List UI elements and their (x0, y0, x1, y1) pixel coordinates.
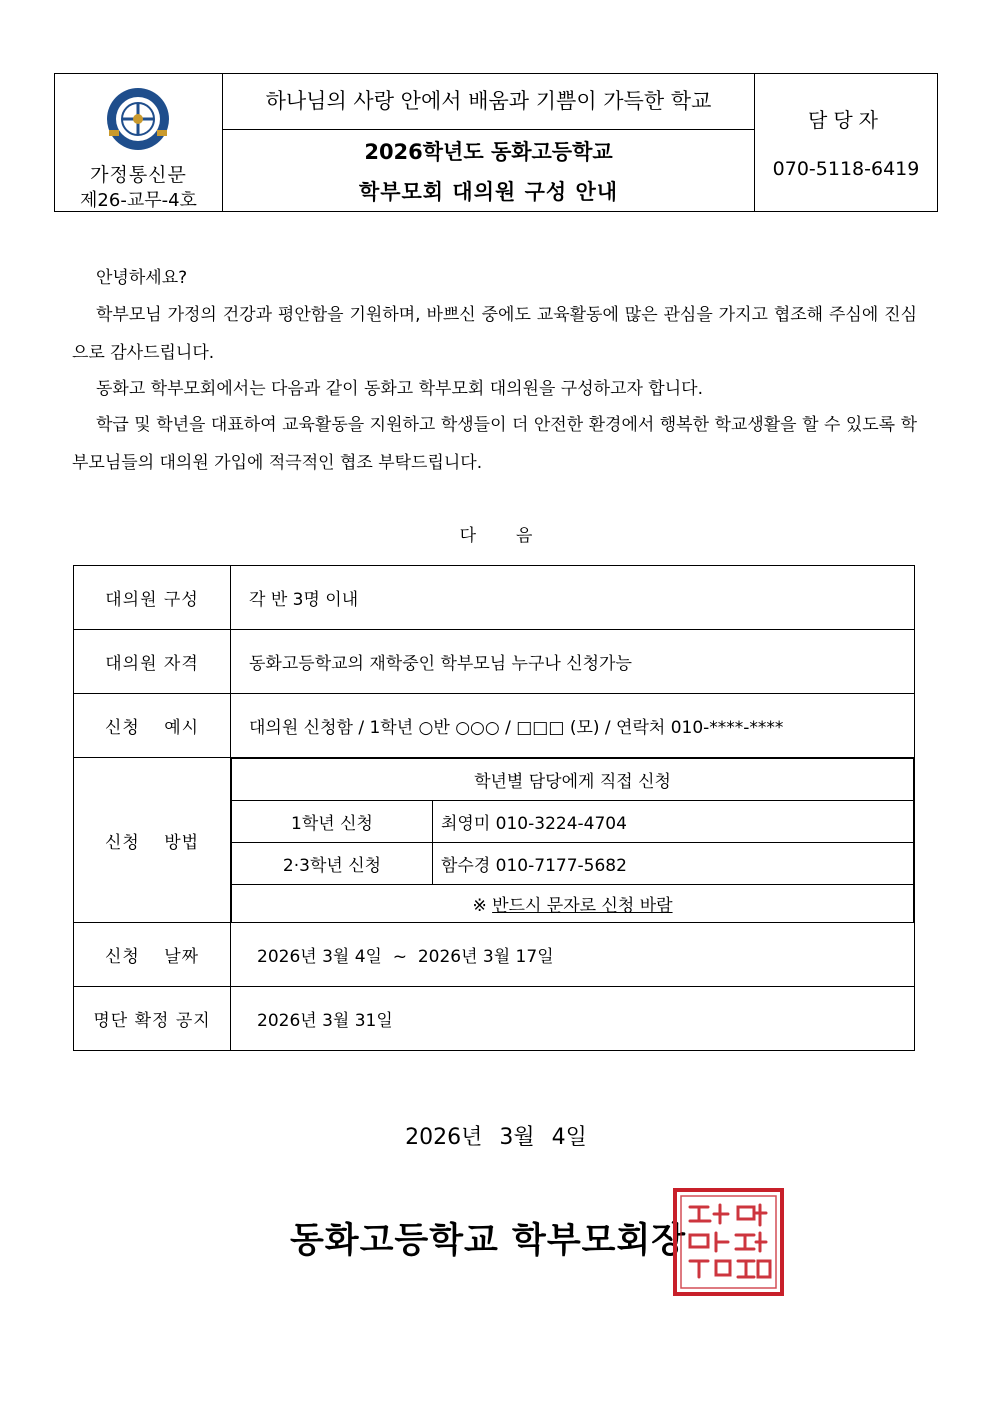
method-header: 학년별 담당에게 직접 신청 (232, 759, 914, 801)
paragraph-purpose: 동화고 학부모회에서는 다음과 같이 동화고 학부모회 대의원을 구성하고자 합니다. (96, 379, 703, 399)
contact-phone: 070-5118-6419 (772, 158, 920, 180)
dates-value: 2026년 3월 4일 ~ 2026년 3월 17일 (231, 923, 915, 987)
table-row (74, 630, 915, 694)
announce-value: 2026년 3월 31일 (231, 987, 915, 1051)
school-slogan: 하나님의 사랑 안에서 배움과 기쁨이 가득한 학교 (223, 74, 754, 130)
example-label: 신청 예시 (74, 694, 231, 758)
paragraph-request: 학급 및 학년을 대표하여 교육활동을 지원하고 학생들이 더 안전한 환경에서 행복한 학교생활을 할 수 있도록 학부모님들의 대의원 가입에 적극적인 협조 부탁드립니다. (72, 415, 917, 473)
note-mark: ※ (472, 896, 487, 916)
method-note: 반드시 문자로 신청 바람 (492, 896, 673, 916)
method-subtable (231, 758, 914, 922)
method-cell (231, 758, 915, 923)
notice-title-line1: 2026학년도 동화고등학교 (364, 140, 613, 164)
grade23-label: 2·3학년 신청 (232, 843, 433, 885)
example-value: 대의원 신청함 / 1학년 ○반 ○○○ / □□□ (모) / 연락처 010-****-**** (231, 694, 915, 758)
header-title-cell (223, 74, 755, 211)
notice-title-line2: 학부모회 대의원 구성 안내 (358, 180, 619, 204)
grade1-contact: 최영미 010-3224-4704 (433, 801, 914, 843)
announce-label: 명단 확정 공지 (74, 987, 231, 1051)
notice-number: 제26-교무-4호 (80, 190, 197, 211)
table-row (74, 923, 915, 987)
composition-value: 각 반 3명 이내 (231, 566, 915, 630)
dates-label: 신청 날짜 (74, 923, 231, 987)
grade1-label: 1학년 신청 (232, 801, 433, 843)
header-contact-cell (755, 74, 937, 211)
notice-type: 가정통신문 (90, 164, 187, 186)
header-left-cell (55, 74, 223, 211)
section-heading: 다음 (459, 526, 573, 546)
notice-header (54, 73, 938, 212)
school-emblem-icon (105, 86, 171, 152)
method-label: 신청 방법 (74, 758, 231, 923)
info-table (73, 565, 915, 1051)
table-row (74, 694, 915, 758)
table-row (74, 987, 915, 1051)
table-row (74, 566, 915, 630)
composition-label: 대의원 구성 (74, 566, 231, 630)
signer-name: 동화고등학교 학부모회장 (290, 1221, 687, 1261)
method-note-row (232, 885, 914, 923)
eligibility-label: 대의원 자격 (74, 630, 231, 694)
greeting: 안녕하세요? (96, 268, 188, 288)
contact-label: 담당자 (808, 108, 884, 132)
table-row (74, 758, 915, 923)
issue-date: 2026년 3월 4일 (405, 1125, 587, 1150)
official-seal-icon (672, 1187, 785, 1297)
paragraph-thanks: 학부모님 가정의 건강과 평안함을 기원하며, 바쁘신 중에도 교육활동에 많은 관심을 가지고 협조해 주심에 진심으로 감사드립니다. (72, 305, 917, 363)
eligibility-value: 동화고등학교의 재학중인 학부모님 누구나 신청가능 (231, 630, 915, 694)
grade23-contact: 함수경 010-7177-5682 (433, 843, 914, 885)
